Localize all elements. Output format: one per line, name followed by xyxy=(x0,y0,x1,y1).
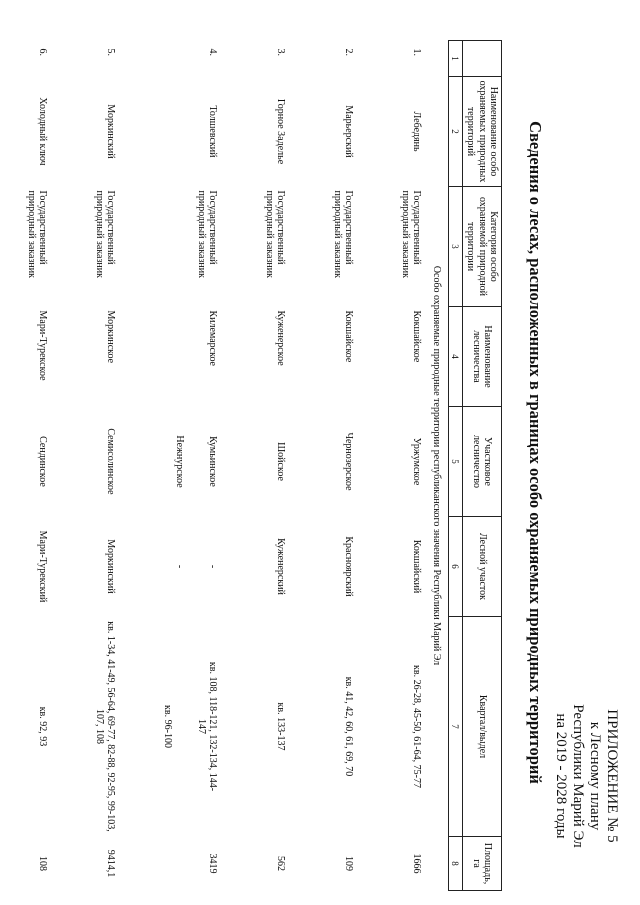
appendix-line-1: ПРИЛОЖЕНИЕ № 5 xyxy=(604,709,620,843)
table-row xyxy=(225,41,293,891)
column-number: 3 xyxy=(449,187,463,307)
forest-plot: Мари-Турекский xyxy=(37,530,49,603)
column-number: 8 xyxy=(449,837,463,891)
column-number: 6 xyxy=(449,517,463,617)
header-cell: Квартал/выдел xyxy=(463,617,502,837)
column-number-row xyxy=(449,41,463,891)
area-name: Марьерский xyxy=(343,105,355,158)
header-cell: Площадь, га xyxy=(463,837,502,891)
district-forestry: Семисолинское xyxy=(105,428,117,495)
area-hectares: 562 xyxy=(275,856,287,871)
row-number: 3. xyxy=(275,48,287,56)
area-name: Лебедянь xyxy=(411,111,423,152)
table-row xyxy=(361,41,429,891)
forestry-name: Кокшайское xyxy=(343,310,355,363)
district-forestry-2: Нежнурское xyxy=(174,435,185,488)
area-category: Государственный природный заказник xyxy=(264,190,287,278)
column-number: 7 xyxy=(449,617,463,837)
protected-areas-table xyxy=(0,40,502,891)
section-title: Особо охраняемые природные территории республиканского значения Республики Марий Эл xyxy=(431,265,442,666)
forestry-name: Кокшайское xyxy=(411,310,423,363)
section-row xyxy=(429,41,449,891)
quarter-allotment: кв. 92, 93 xyxy=(37,706,49,747)
appendix-header xyxy=(552,661,620,891)
row-number: 2. xyxy=(343,48,355,56)
district-forestry: Сендинское xyxy=(37,436,49,487)
district-forestry-cell xyxy=(123,407,225,517)
forest-plot-cell xyxy=(123,517,225,617)
table-row xyxy=(0,41,55,891)
header-cell: Наименование особо охраняемых природных территорий xyxy=(463,77,502,187)
quarter-allotment: кв. 133-137 xyxy=(275,702,287,751)
header-cell: Участковое лесничество xyxy=(463,407,502,517)
forest-plot: - xyxy=(207,564,219,569)
area-category: Государственный природный заказник xyxy=(26,190,49,278)
appendix-line-2: к Лесному плану xyxy=(587,721,603,831)
district-forestry: Уржумское xyxy=(411,437,423,486)
forestry-name: Моркинское xyxy=(105,310,117,364)
forest-plot: Кокшайский xyxy=(411,539,423,594)
district-forestry: Чернозерское xyxy=(343,432,355,491)
quarter-allotment: кв. 41, 42, 60, 61, 69, 70 xyxy=(343,676,355,777)
row-number: 4. xyxy=(207,48,219,56)
header-row xyxy=(463,41,502,891)
area-hectares: 3419 xyxy=(207,853,219,874)
forestry-name: Мари-Турекское xyxy=(37,310,49,381)
forest-plot-2: - xyxy=(174,564,185,569)
forest-plot: Моркинский xyxy=(105,539,117,594)
area-category: Государственный природный заказник xyxy=(196,190,219,278)
area-name: Моркинский xyxy=(105,104,117,159)
area-hectares: 108 xyxy=(37,856,49,871)
forest-plot: Красноярский xyxy=(343,536,355,597)
row-number: 1. xyxy=(411,48,423,56)
appendix-line-4: на 2019 - 2028 годы xyxy=(553,713,569,839)
forestry-name: Килемарское xyxy=(207,310,219,366)
forest-plot: Куженерский xyxy=(275,538,287,595)
column-number: 2 xyxy=(449,77,463,187)
row-number: 5. xyxy=(105,48,117,56)
area-hectares: 109 xyxy=(343,856,355,871)
forestry-name: Куженерское xyxy=(275,310,287,366)
header-cell xyxy=(463,41,502,77)
header-cell: Категория особо охраняемой природной территории xyxy=(463,187,502,307)
header-cell: Наименование лесничества xyxy=(463,307,502,407)
column-number: 1 xyxy=(449,41,463,77)
quarter-allotment: кв. 26-28, 45-50, 61-64, 75-77 xyxy=(411,665,423,788)
table-row xyxy=(123,41,225,891)
quarter-allotment: кв. 1-34, 41-49, 56-64, 69-77, 82-88, 92-95, 99-103, 107, 108 xyxy=(94,621,117,832)
district-forestry: Шойское xyxy=(275,442,287,481)
table-row xyxy=(55,41,123,891)
area-hectares: 1666 xyxy=(411,853,423,874)
area-name: Холодный ключ xyxy=(37,97,49,166)
district-forestry: Кумьинское xyxy=(207,436,219,487)
quarter-allotment-2: кв. 96-100 xyxy=(162,705,174,748)
table-row xyxy=(293,41,361,891)
row-number: 6. xyxy=(37,48,49,56)
area-name: Толшевский xyxy=(207,105,219,158)
quarter-allotment-cell xyxy=(123,617,225,837)
area-name: Горное Заделье xyxy=(275,98,287,165)
area-hectares: 9414,1 xyxy=(105,849,117,878)
document-title: Сведения о лесах, расположенных в границах особо охраняемых природных территорий xyxy=(526,121,545,784)
area-category: Государственный природный заказник xyxy=(332,190,355,278)
header-cell: Лесной участок xyxy=(463,517,502,617)
appendix-line-3: Республики Марий Эл xyxy=(570,704,586,848)
column-number: 5 xyxy=(449,407,463,517)
area-category: Государственный природный заказник xyxy=(94,190,117,278)
column-number: 4 xyxy=(449,307,463,407)
area-category: Государственный природный заказник xyxy=(400,190,423,278)
quarter-allotment: кв. 108, 118-121, 132-134, 144-147 xyxy=(196,661,219,792)
